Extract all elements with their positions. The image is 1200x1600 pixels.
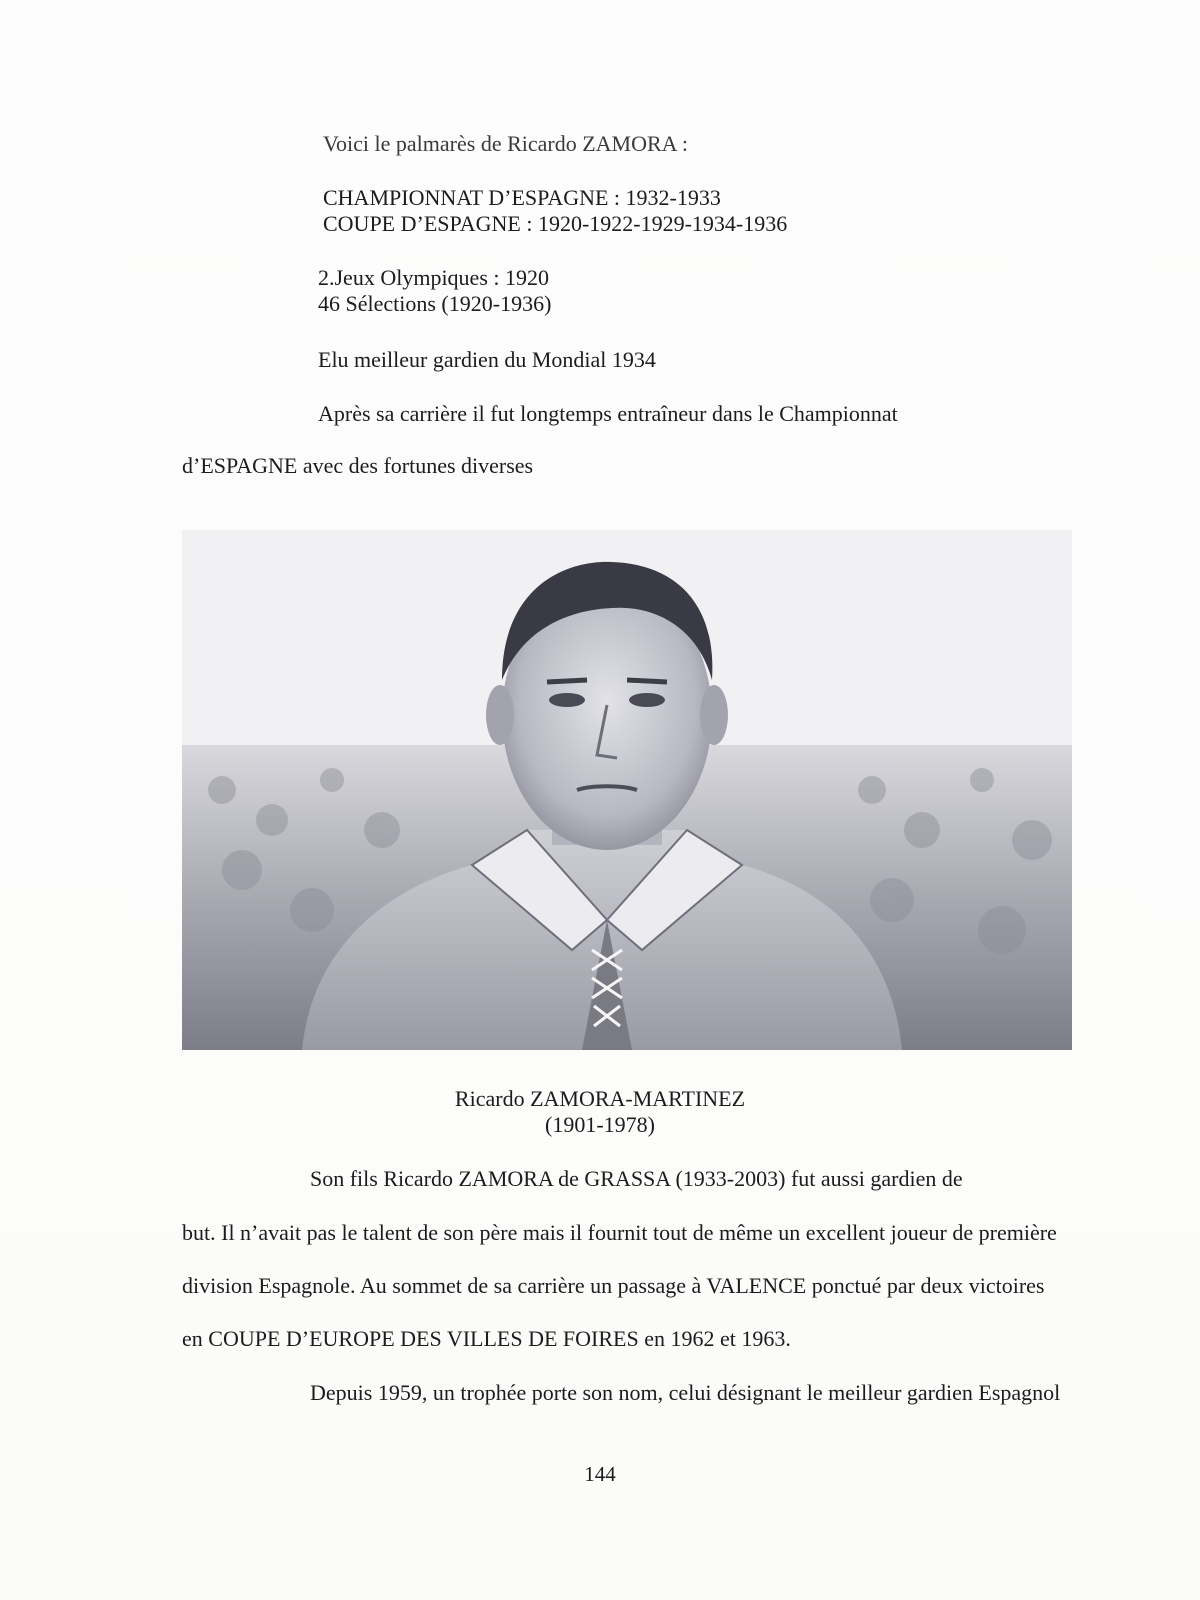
palmares-championnat: CHAMPIONNAT D’ESPAGNE : 1932-1933 [323,185,721,210]
palmares-elu: Elu meilleur gardien du Mondial 1934 [318,347,656,372]
career-paragraph-line-2: d’ESPAGNE avec des fortunes diverses [182,453,534,478]
photo-caption-dates: (1901-1978) [545,1112,655,1137]
career-paragraph-line-1: Après sa carrière il fut longtemps entraîneur dans le Championnat [318,401,898,426]
palmares-jeux: 2.Jeux Olympiques : 1920 [318,265,549,290]
son-paragraph-line-4: en COUPE D’EUROPE DES VILLES DE FOIRES en 1962 et 1963. [182,1326,791,1351]
page-number: 144 [584,1462,616,1486]
son-paragraph-line-2: but. Il n’avait pas le talent de son père mais il fournit tout de même un excellent joueur de première [182,1220,1057,1245]
photo-caption-name: Ricardo ZAMORA-MARTINEZ [454,1086,746,1111]
son-paragraph-line-3: division Espagnole. Au sommet de sa carrière un passage à VALENCE ponctué par deux victoires [182,1273,1045,1298]
son-paragraph-line-1: Son fils Ricardo ZAMORA de GRASSA (1933-2003) fut aussi gardien de [310,1166,963,1191]
trophy-paragraph-line-1: Depuis 1959, un trophée porte son nom, celui désignant le meilleur gardien Espagnol [310,1380,1061,1405]
player-photo [182,530,1072,1050]
palmares-coupe: COUPE D’ESPAGNE : 1920-1922-1929-1934-1936 [323,211,788,236]
palmares-intro: Voici le palmarès de Ricardo ZAMORA : [323,131,688,156]
player-portrait-illustration [182,530,1072,1050]
palmares-selections: 46 Sélections (1920-1936) [318,291,552,316]
